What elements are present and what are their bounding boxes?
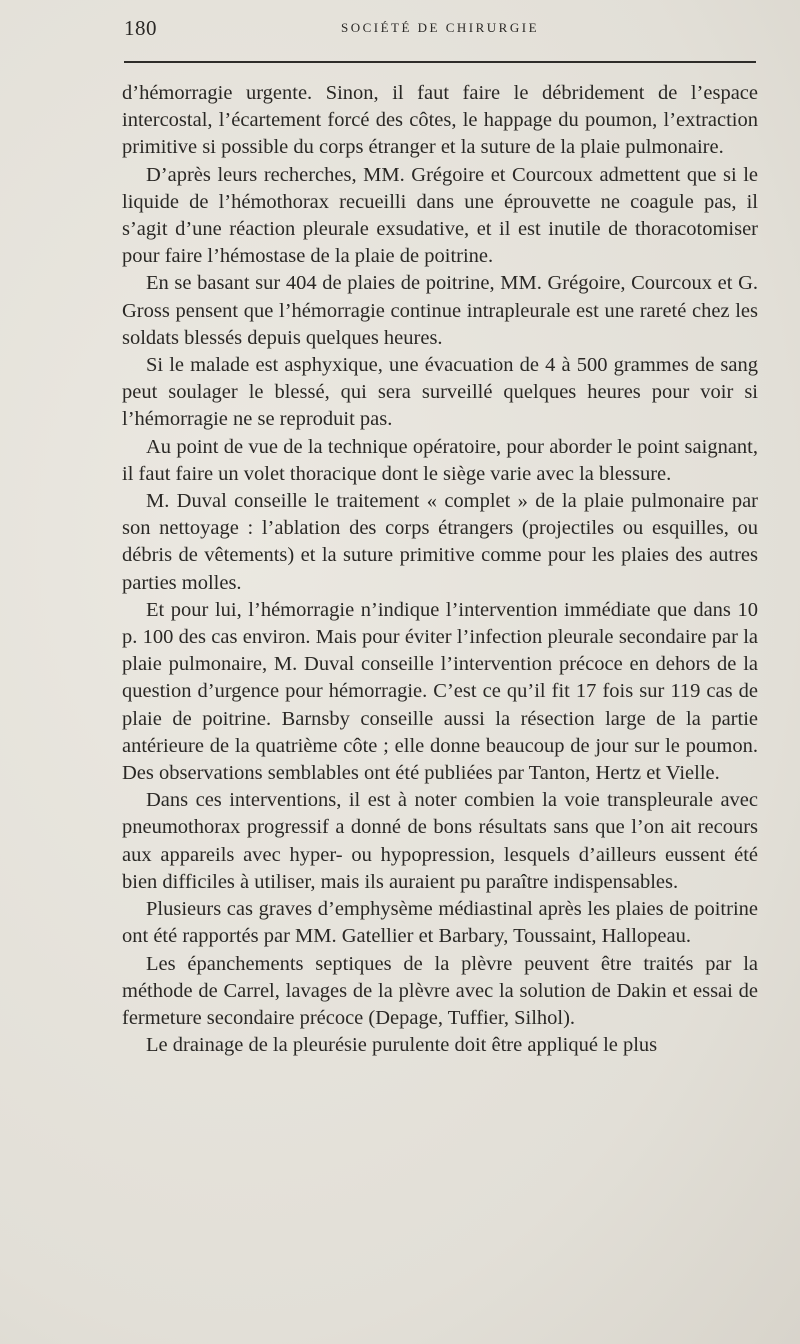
paragraph: Et pour lui, l’hémorragie n’indique l’intervention immédiate que dans 10 p. 100 des cas environ. Mais pour éviter l’infection pleurale secondaire par la plaie pulmonaire, M. Duval conseille l’intervention précoce en dehors de la question d’urgence pour hémorragie. C’est ce qu’il fit 17 fois sur 119 cas de plaie de poitrine. Barnsby conseille aussi la résection large de la partie antérieure de la quatrième côte ; elle donne beaucoup de jour sur le poumon. Des observations semblables ont été publiées par Tanton, Hertz et Vielle. [122,598,758,785]
paragraph: Au point de vue de la technique opératoire, pour aborder le point saignant, il faut faire un volet thoracique dont le siège varie avec la blessure. [122,435,758,485]
page-header [124,16,756,48]
paragraph: D’après leurs recherches, MM. Grégoire et Courcoux admettent que si le liquide de l’hémothorax recueilli dans une éprouvette ne coagule pas, il s’agit d’une réaction pleurale exsudative, et il est inutile de thoracotomiser pour faire l’hémostase de la plaie de poitrine. [122,163,758,268]
paragraph: Le drainage de la pleurésie purulente doit être appliqué le plus [146,1034,658,1057]
paragraph: Plusieurs cas graves d’emphysème médiastinal après les plaies de poitrine ont été rapportés par MM. Gatellier et Barbary, Toussaint, Hallopeau. [122,898,758,948]
paragraph: Les épanchements septiques de la plèvre peuvent être traités par la méthode de Carrel, lavages de la plèvre avec la solution de Dakin et essai de fermeture secondaire précoce (Depage, Tuffier, Silhol). [122,952,758,1029]
paragraph: Si le malade est asphyxique, une évacuation de 4 à 500 grammes de sang peut soulager le blessé, qui sera surveillé quelques heures pour voir si l’hémorragie ne se reproduit pas. [122,354,758,431]
paragraph: Dans ces interventions, il est à noter combien la voie transpleurale avec pneumothorax progressif a donné de bons résultats sans que l’on ait recours aux appareils avec hyper- ou hypopression, lesquels d’ailleurs eussent été bien difficiles à utiliser, mais ils auraient pu paraître indispensables. [122,789,758,893]
body-text [122,80,758,1059]
paragraph: d’hémorragie urgente. Sinon, il faut faire le débridement de l’espace intercostal, l’écartement forcé des côtes, le happage du poumon, l’extraction primitive si possible du corps étranger et la suture de la plaie pulmonaire. [122,82,758,159]
header-rule [124,61,756,63]
page-number: 180 [124,16,157,40]
paragraph: En se basant sur 404 de plaies de poitrine, MM. Grégoire, Courcoux et G. Gross pensent que l’hémorragie continue intrapleurale est une rareté chez les soldats blessés depuis quelques heures. [122,272,758,349]
paragraph: M. Duval conseille le traitement « complet » de la plaie pulmonaire par son nettoyage : l’ablation des corps étrangers (projectiles ou esquilles, ou débris de vêtements) et la suture primitive comme pour les plaies des autres parties molles. [122,490,758,594]
running-head: SOCIÉTÉ DE CHIRURGIE [340,20,540,35]
